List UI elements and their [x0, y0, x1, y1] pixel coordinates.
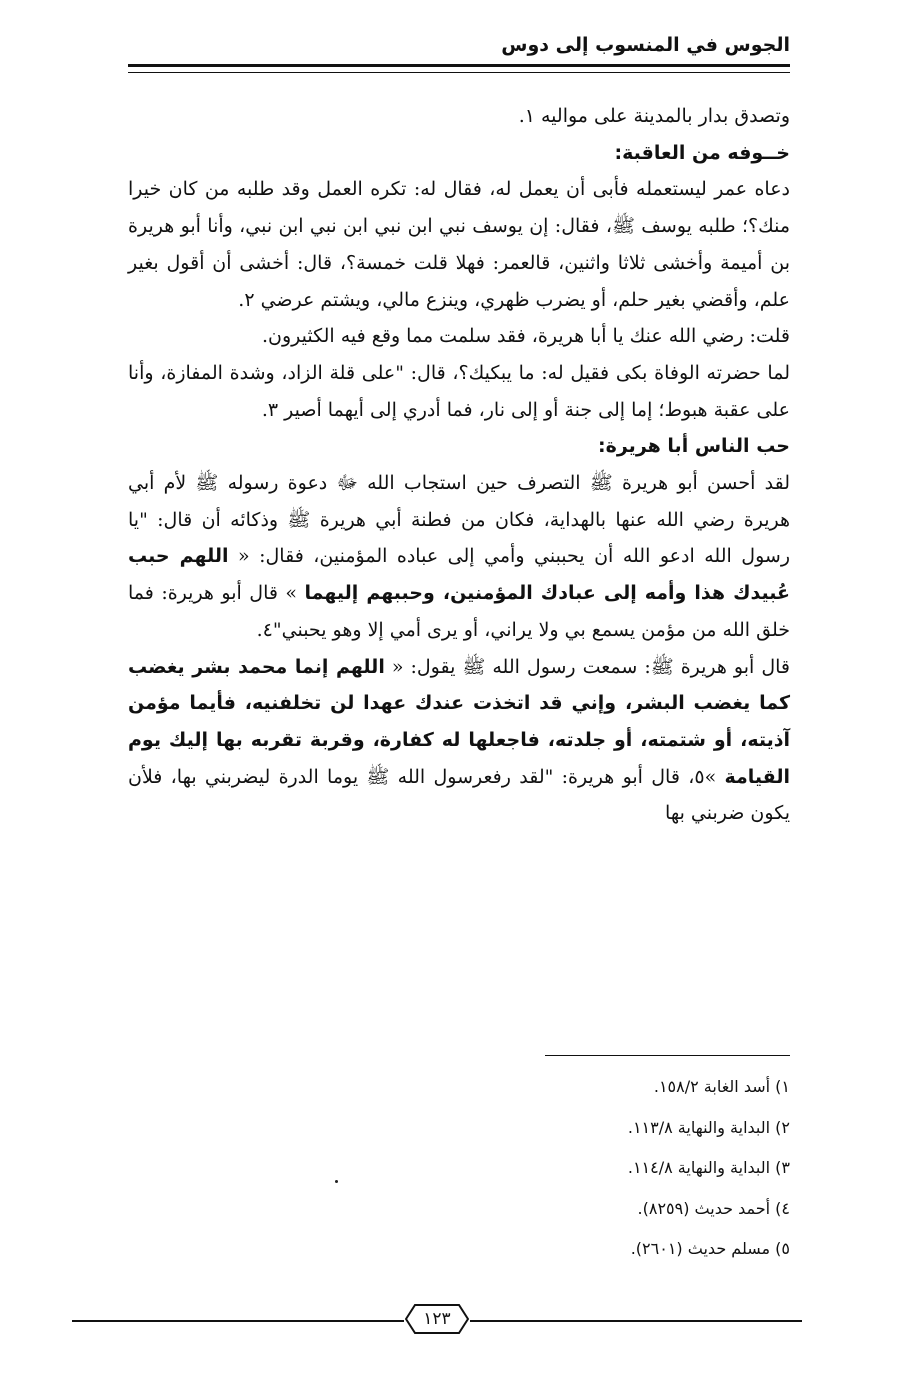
hadith-quote: اللهم إنما محمد بشر يغضب كما يغضب البشر، وإني قد اتخذت عندك عهدا لن تخلفنيه، فأيما مؤمن آذيته، أو شتمته، أو جلدته، فاجعلها له كفارة، وقربة تقربه بها إليك يوم القيامة [128, 655, 790, 788]
paragraph-text: »٥، قال أبو هريرة: "لقد رفعرسول الله ﷺ يوما الدرة ليضربني بها، فلأن يكون ضربني بها [128, 765, 790, 825]
paragraph: قلت: رضي الله عنك يا أبا هريرة، فقد سلمت مما وقع فيه الكثيرون. [262, 325, 790, 348]
stray-dot [335, 1180, 338, 1183]
footnote: ٣) البداية والنهاية ١١٤/٨. [627, 1158, 790, 1177]
footnote: ٤) أحمد حديث (٨٢٥٩). [637, 1198, 790, 1218]
footnote: ٢) البداية والنهاية ١١٣/٨. [627, 1117, 790, 1137]
paragraph [128, 649, 790, 833]
header-double-rule [128, 64, 790, 73]
hadith-quote: اللهم حبب عُبيدك هذا وأمه إلى عبادك المؤمنين، وحببهم إليهما [128, 545, 790, 605]
main-text [128, 98, 790, 832]
paragraph: وتصدق بدار بالمدينة على مواليه ١. [518, 105, 790, 127]
running-header-title: الجوس في المنسوب إلى دوس [501, 34, 790, 56]
paragraph [128, 465, 790, 649]
footer-rule-left [72, 1320, 404, 1322]
footnotes [390, 1067, 790, 1270]
footnote: ١) أسد الغابة ١٥٨/٢. [653, 1077, 790, 1096]
paragraph-text: قال أبو هريرة ﷺ: سمعت رسول الله ﷺ يقول: « [391, 655, 790, 678]
paragraph-text: » قال أبو هريرة: فما خلق الله من مؤمن يسمع بي ولا يراني، أو يرى أمي إلا وهو يحبني"٤. [128, 582, 790, 641]
footnote-separator [545, 1055, 790, 1056]
paragraph-text: لقد أحسن أبو هريرة ﷺ التصرف حين استجاب الله ﷻ دعوة رسوله ﷺ لأم أبي هريرة رضي الله عنها بالهداية، فكان من فطنة أبي هريرة ﷺ وذكائه أن قال: "يا رسول الله ادعو الله أن يحببني وأمي إلى عباده المؤمنين، فقال: « [128, 472, 790, 568]
section-heading: خــوفه من العاقبة: [614, 141, 790, 164]
page-number: ١٢٣ [423, 1309, 451, 1329]
footnote: ٥) مسلم حديث (٢٦٠١). [630, 1239, 790, 1258]
paragraph: دعاه عمر ليستعمله فأبى أن يعمل له، فقال له: تكره العمل وقد طلبه من كان خيرا منك؟؛ طلبه يوسف ﷺ، فقال: إن يوسف نبي ابن نبي ابن نبي ابن نبي، وأنا أبو هريرة بن أميمة وأخشى ثلاثا واثنين، قالعمر: فهلا قلت خمسة؟، قال: أخشى أن أقول بغير علم، وأقضي بغير حلم، أو يضرب ظهري، وينزع مالي، ويشتم عرضي ٢. [128, 178, 790, 311]
footer-rule-right [470, 1320, 802, 1322]
section-heading: حب الناس أبا هريرة: [598, 435, 790, 458]
paragraph: لما حضرته الوفاة بكى فقيل له: ما يبكيك؟، قال: "على قلة الزاد، وشدة المفازة، وأنا على عقبة هبوط؛ إما إلى جنة أو إلى نار، فما أدري إلى أيهما أصير ٣. [128, 361, 790, 421]
